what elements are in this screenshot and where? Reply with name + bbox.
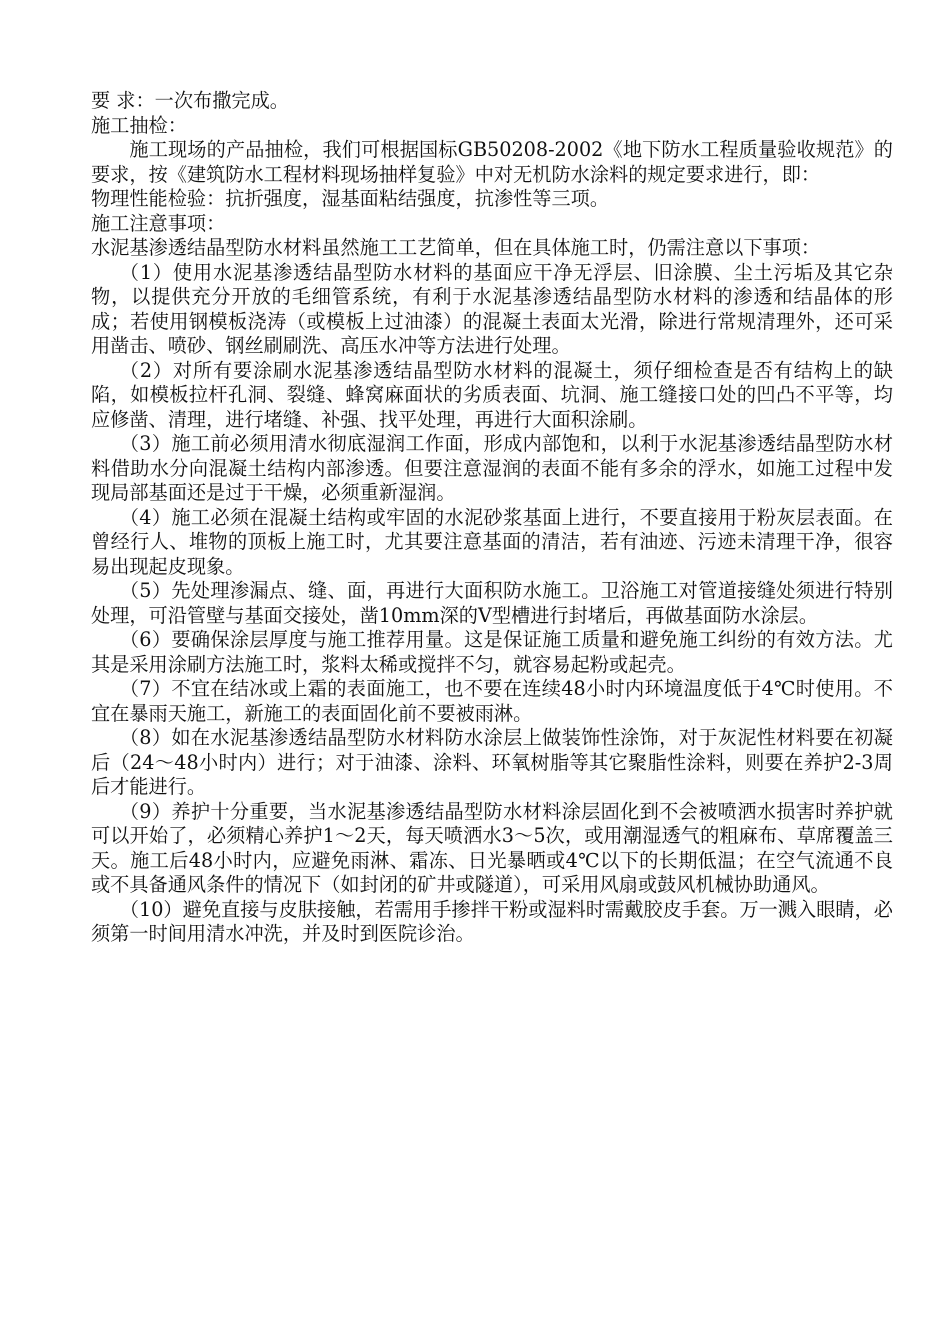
precaution-item-6: （6）要确保涂层厚度与施工推荐用量。这是保证施工质量和避免施工纠纷的有效方法。尤其是采用涂刷方法施工时，浆料太稀或搅拌不匀，就容易起粉或起壳。 [91,628,893,676]
precaution-item-4: （4）施工必须在混凝土结构或牢固的水泥砂浆基面上进行，不要直接用于粉灰层表面。在曾经行人、堆物的顶板上施工时，尤其要注意基面的清洁，若有油迹、污迹未清理干净，很容易出现起皮现象。 [91,505,893,578]
precaution-item-10: （10）避免直接与皮肤接触，若需用手掺拌干粉或湿料时需戴胶皮手套。万一溅入眼睛，必须第一时间用清水冲洗，并及时到医院诊治。 [91,897,893,945]
precaution-item-3: （3）施工前必须用清水彻底湿润工作面，形成内部饱和，以利于水泥基渗透结晶型防水材料借助水分向混凝土结构内部渗透。但要注意湿润的表面不能有多余的浮水，如施工过程中发现局部基面还是过于干燥，必须重新湿润。 [91,432,893,504]
section-heading-precautions: 施工注意事项： [91,211,226,235]
requirement-line: 要 求：一次布撒完成。 [91,89,289,112]
paragraph-inspection: 施工现场的产品抽检，我们可根据国标GB50208-2002《地下防水工程质量验收规范》的要求，按《建筑防水工程材料现场抽样复验》中对无机防水涂料的规定要求进行，即： [91,138,893,186]
precaution-item-1: （1）使用水泥基渗透结晶型防水材料的基面应干净无浮层、旧涂膜、尘土污垢及其它杂物，以提供充分开放的毛细管系统，有利于水泥基渗透结晶型防水材料的渗透和结晶体的形成；若使用钢模板浇涛（或模板上过油漆）的混凝土表面太光滑，除进行常规清理外，还可采用凿击、喷砂、钢丝刷刷洗、高压水冲等方法进行处理。 [91,260,893,357]
precaution-item-8: （8）如在水泥基渗透结晶型防水材料防水涂层上做装饰性涂饰，对于灰泥性材料要在初凝后（24～48小时内）进行；对于油漆、涂料、环氧树脂等其它聚脂性涂料，则要在养护2-3周后才能进行。 [91,726,893,798]
precaution-item-9: （9）养护十分重要，当水泥基渗透结晶型防水材料涂层固化到不会被喷洒水损害时养护就可以开始了，必须精心养护1～2天，每天喷洒水3～5次，或用潮湿透气的粗麻布、草席覆盖三天。施工后48小时内，应避免雨淋、霜冻、日光暴晒或4℃以下的长期低温；在空气流通不良或不具备通风条件的情况下（如封闭的矿井或隧道），可采用风扇或鼓风机械协助通风。 [91,799,893,896]
precaution-item-7: （7）不宜在结冰或上霜的表面施工，也不要在连续48小时内环境温度低于4℃时使用。不宜在暴雨天施工，新施工的表面固化前不要被雨淋。 [91,677,893,725]
document-body [91,89,893,947]
section-heading-inspection: 施工抽检： [91,113,187,137]
paragraph-precautions-intro: 水泥基渗透结晶型防水材料虽然施工工艺简单，但在具体施工时，仍需注意以下事项： [91,236,821,259]
precaution-item-2: （2）对所有要涂刷水泥基渗透结晶型防水材料的混凝土，须仔细检查是否有结构上的缺陷，如模板拉杆孔洞、裂缝、蜂窝麻面状的劣质表面、坑洞、施工缝接口处的凹凸不平等，均应修凿、清理，进行堵缝、补强、找平处理，再进行大面积涂刷。 [91,358,893,431]
precaution-item-5: （5）先处理渗漏点、缝、面，再进行大面积防水施工。卫浴施工对管道接缝处须进行特别处理，可沿管壁与基面交接处，凿10mm深的V型槽进行封堵后，再做基面防水涂层。 [91,579,893,627]
paragraph-physical-tests: 物理性能检验：抗折强度，湿基面粘结强度，抗渗性等三项。 [91,187,610,210]
